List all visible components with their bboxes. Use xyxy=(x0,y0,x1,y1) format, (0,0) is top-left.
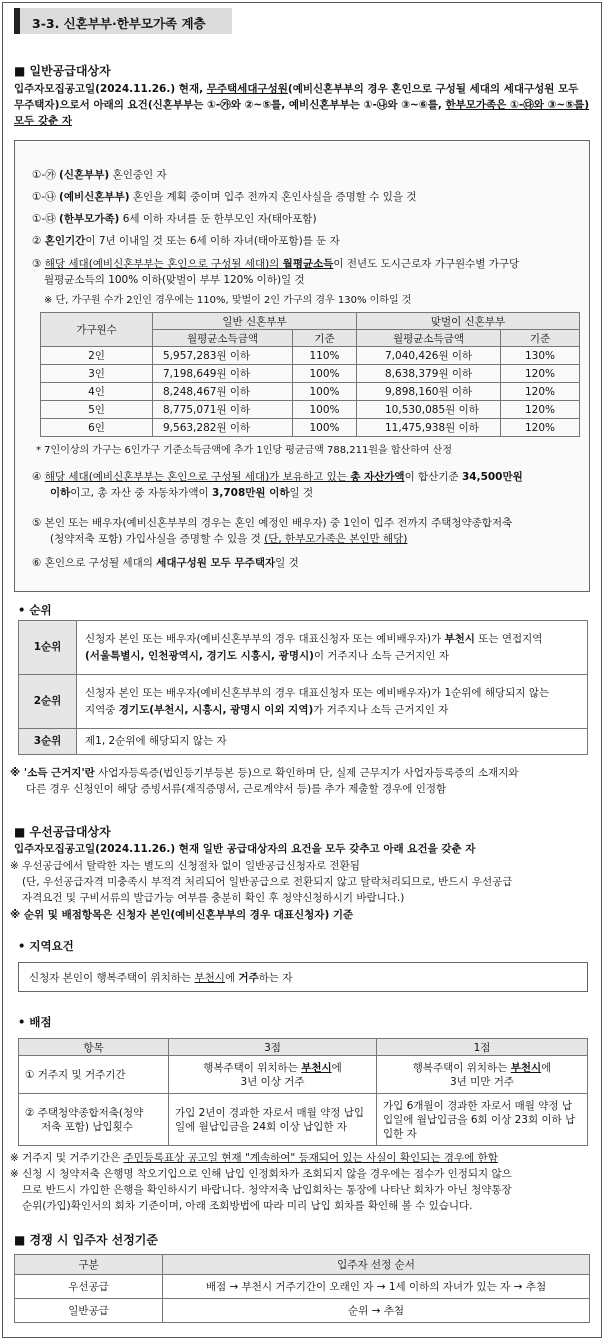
income-header-amount-1: 월평균소득금액 xyxy=(153,330,293,347)
condition-1a: ①-㉮ (신혼부부) 혼인중인 자 xyxy=(32,169,167,181)
score-savings-3: 가입 2년이 경과한 자로서 매월 약정 납입일에 월납입금을 24회 이상 납입한 자 xyxy=(169,1094,377,1146)
table-row xyxy=(19,621,588,675)
priority-note-2: (단, 우선공급자격 미충족시 부적격 처리되어 일반공급으로 전환되지 않고 탈락처리되므로, 반드시 우선공급 xyxy=(22,876,513,888)
income-footnote: * 7인이상의 가구는 6인가구 기준소득금액에 추가 1인당 평균금액 788,211원을 합산하여 산정 xyxy=(36,445,453,456)
score-residence-3: 행복주택이 위치하는 부천시에 3년 이상 거주 xyxy=(169,1056,377,1094)
rank-1-label: 1순위 xyxy=(19,621,77,675)
condition-3-note: ※ 단, 가구원 수가 2인인 경우에는 110%, 맞벌이 2인 가구의 경우 130% 이하일 것 xyxy=(44,295,412,306)
condition-1b: ①-㉯ (예비신혼부부) 혼인을 계획 중이며 입주 전까지 혼인사실을 증명할 수 있을 것 xyxy=(32,191,417,203)
income-header-std-2: 기준 xyxy=(501,330,580,347)
income-table xyxy=(40,312,580,437)
table-row xyxy=(19,1094,588,1146)
condition-4: ④ 해당 세대(예비신혼부부는 혼인으로 구성될 세대)가 보유하고 있는 총 자산가액이 합산기준 34,500만원 이하이고, 총 자산 중 자동차가액이 3,708만원 이하일 것 xyxy=(32,471,523,499)
score-header-1: 1점 xyxy=(377,1039,588,1056)
section-title: 3-3. 신혼부부·한부모가족 계층 xyxy=(14,8,232,34)
rank-2-text: 신청자 본인 또는 배우자(예비신혼부부의 경우 대표신청자 또는 예비배우자)가 1순위에 해당되지 않는 지역중 경기도(부천시, 시흥시, 광명시 이외 지역)가 거주지나 소득 근거지인 자 xyxy=(77,675,588,729)
score-residence-1: 행복주택이 위치하는 부천시에 3년 미만 거주 xyxy=(377,1056,588,1094)
score-note-2: ※ 신청 시 청약저축 은행명 착오기입으로 인해 납입 인정회차가 조회되지 않을 경우에는 점수가 인정되지 않으 xyxy=(10,1168,512,1180)
score-item-savings: ② 주택청약종합저축(청약 저축 포함) 납입횟수 xyxy=(19,1094,169,1146)
income-header-std-1: 기준 xyxy=(293,330,357,347)
rank-3-text: 제1, 2순위에 해당되지 않는 자 xyxy=(77,729,588,755)
priority-supply-heading: ■ 우선공급대상자 xyxy=(14,825,111,839)
score-header-3: 3점 xyxy=(169,1039,377,1056)
income-basis-note: ※ '소득 근거지'란 사업자등록증(법인등기부등본 등)으로 확인하며 단, 실제 근무지가 사업자등록증의 소재지와 다른 경우 신청인이 해당 증빙서류(재직증명서, 근로계약서 등)를 추가 제출할 경우에 인정함 xyxy=(10,767,519,795)
selection-header-order: 입주자 선정 순서 xyxy=(163,1255,590,1275)
priority-note-3: 자격요건 및 구비서류의 발급가능 여부를 충분히 확인 후 청약신청하시기 바랍니다.) xyxy=(22,892,405,904)
priority-note-4: ※ 순위 및 배점항목은 신청자 본인(예비신혼부부의 경우 대표신청자) 기준 xyxy=(10,909,354,921)
selection-heading: ■ 경쟁 시 입주자 선정기준 xyxy=(14,1233,158,1247)
selection-header-type: 구분 xyxy=(15,1255,163,1275)
condition-3: ③ 해당 세대(예비신혼부부는 혼인으로 구성될 세대)의 월평균소득이 전년도 도시근로자 가구원수별 가구당 월평균소득의 100% 이하(맞벌이 부부 120% 이하)일 것 xyxy=(32,258,520,286)
income-header-single: 일반 신혼부부 xyxy=(153,313,357,330)
ranking-heading: • 순위 xyxy=(18,603,52,617)
general-intro: 입주자모집공고일(2024.11.26.) 현재, 무주택세대구성원(예비신혼부부의 경우 혼인으로 구성될 세대의 세대구성원 모두 무주택자)으로서 아래의 요건(신혼부부는 ①-㉮와 ②~⑤를, 예비신혼부부는 ①-㉯와 ③~⑥를, 한부모가족은 ①-㉰와 ③~⑤를) 모두 갖춘 자 xyxy=(14,83,590,127)
condition-2: ② 혼인기간이 7년 이내일 것 또는 6세 이하 자녀(태아포함)를 둔 자 xyxy=(32,235,340,247)
table-row: 일반공급 순위 → 추첨 xyxy=(15,1299,590,1323)
table-row: 6인 9,563,282원 이하 100% 11,475,938원 이하 120% xyxy=(41,419,580,437)
table-row: 5인 8,775,071원 이하 100% 10,530,085원 이하 120% xyxy=(41,401,580,419)
selection-table xyxy=(14,1254,590,1323)
priority-intro: 입주자모집공고일(2024.11.26.) 현재 일반 공급대상자의 요건을 모두 갖추고 아래 요건을 갖춘 자 xyxy=(14,843,476,855)
table-row: 2인 5,957,283원 이하 110% 7,040,426원 이하 130% xyxy=(41,347,580,365)
table-row xyxy=(19,1056,588,1094)
ranking-table xyxy=(18,620,588,755)
condition-1c: ①-㉰ (한부모가족) 6세 이하 자녀를 둔 한부모인 자(태아포함) xyxy=(32,213,317,225)
table-row: 4인 8,248,467원 이하 100% 9,898,160원 이하 120% xyxy=(41,383,580,401)
region-requirement-box: 신청자 본인이 행복주택이 위치하는 부천시에 거주하는 자 xyxy=(18,962,588,992)
income-header-amount-2: 월평균소득금액 xyxy=(357,330,501,347)
score-item-residence: ① 거주지 및 거주기간 xyxy=(19,1056,169,1094)
condition-6: ⑥ 혼인으로 구성될 세대의 세대구성원 모두 무주택자일 것 xyxy=(32,557,299,569)
general-supply-heading: ■ 일반공급대상자 xyxy=(14,64,111,78)
rank-3-label: 3순위 xyxy=(19,729,77,755)
score-savings-1: 가입 6개월이 경과한 자로서 매월 약정 납입일에 월납입금을 6회 이상 23회 이하 납입한 자 xyxy=(377,1094,588,1146)
score-table xyxy=(18,1038,588,1146)
region-requirement-heading: • 지역요건 xyxy=(18,939,74,953)
score-note-1: ※ 거주지 및 거주기간은 주민등록표상 공고일 현재 "계속하여" 등재되어 있는 사실이 확인되는 경우에 한함 xyxy=(10,1152,498,1164)
income-header-dual: 맞벌이 신혼부부 xyxy=(357,313,580,330)
score-note-3: 므로 반드시 가입한 은행을 확인하시기 바랍니다. 청약저축 납입회차는 통장에 나타난 회차가 아닌 청약통장 xyxy=(22,1184,512,1196)
table-row: 우선공급 배점 → 부천시 거주기간이 오래인 자 → 1세 이하의 자녀가 있는 자 → 추첨 xyxy=(15,1275,590,1299)
table-row: 3인 7,198,649원 이하 100% 8,638,379원 이하 120% xyxy=(41,365,580,383)
table-row xyxy=(19,675,588,729)
score-note-4: 순위(가입)확인서의 회차 기준이며, 아래 조회방법에 따라 미리 납입 회차를 확인해 볼 수 있습니다. xyxy=(22,1200,473,1212)
rank-1-text: 신청자 본인 또는 배우자(예비신혼부부의 경우 대표신청자 또는 예비배우자)가 부천시 또는 연접지역 (서울특별시, 인천광역시, 경기도 시흥시, 광명시)이 거주지나 소득 근거지인 자 xyxy=(77,621,588,675)
income-header-members: 가구원수 xyxy=(41,313,153,347)
rank-2-label: 2순위 xyxy=(19,675,77,729)
priority-note-1: ※ 우선공급에서 탈락한 자는 별도의 신청절차 없이 일반공급신청자로 전환됨 xyxy=(10,860,360,872)
table-row xyxy=(19,729,588,755)
score-header-item: 항목 xyxy=(19,1039,169,1056)
condition-5: ⑤ 본인 또는 배우자(예비신혼부부의 경우는 혼인 예정인 배우자) 중 1인이 입주 전까지 주택청약종합저축 (청약저축 포함) 가입사실을 증명할 수 있을 것 (단, 한부모가족은 본인만 해당) xyxy=(32,517,513,545)
score-heading: • 배점 xyxy=(18,1015,52,1029)
